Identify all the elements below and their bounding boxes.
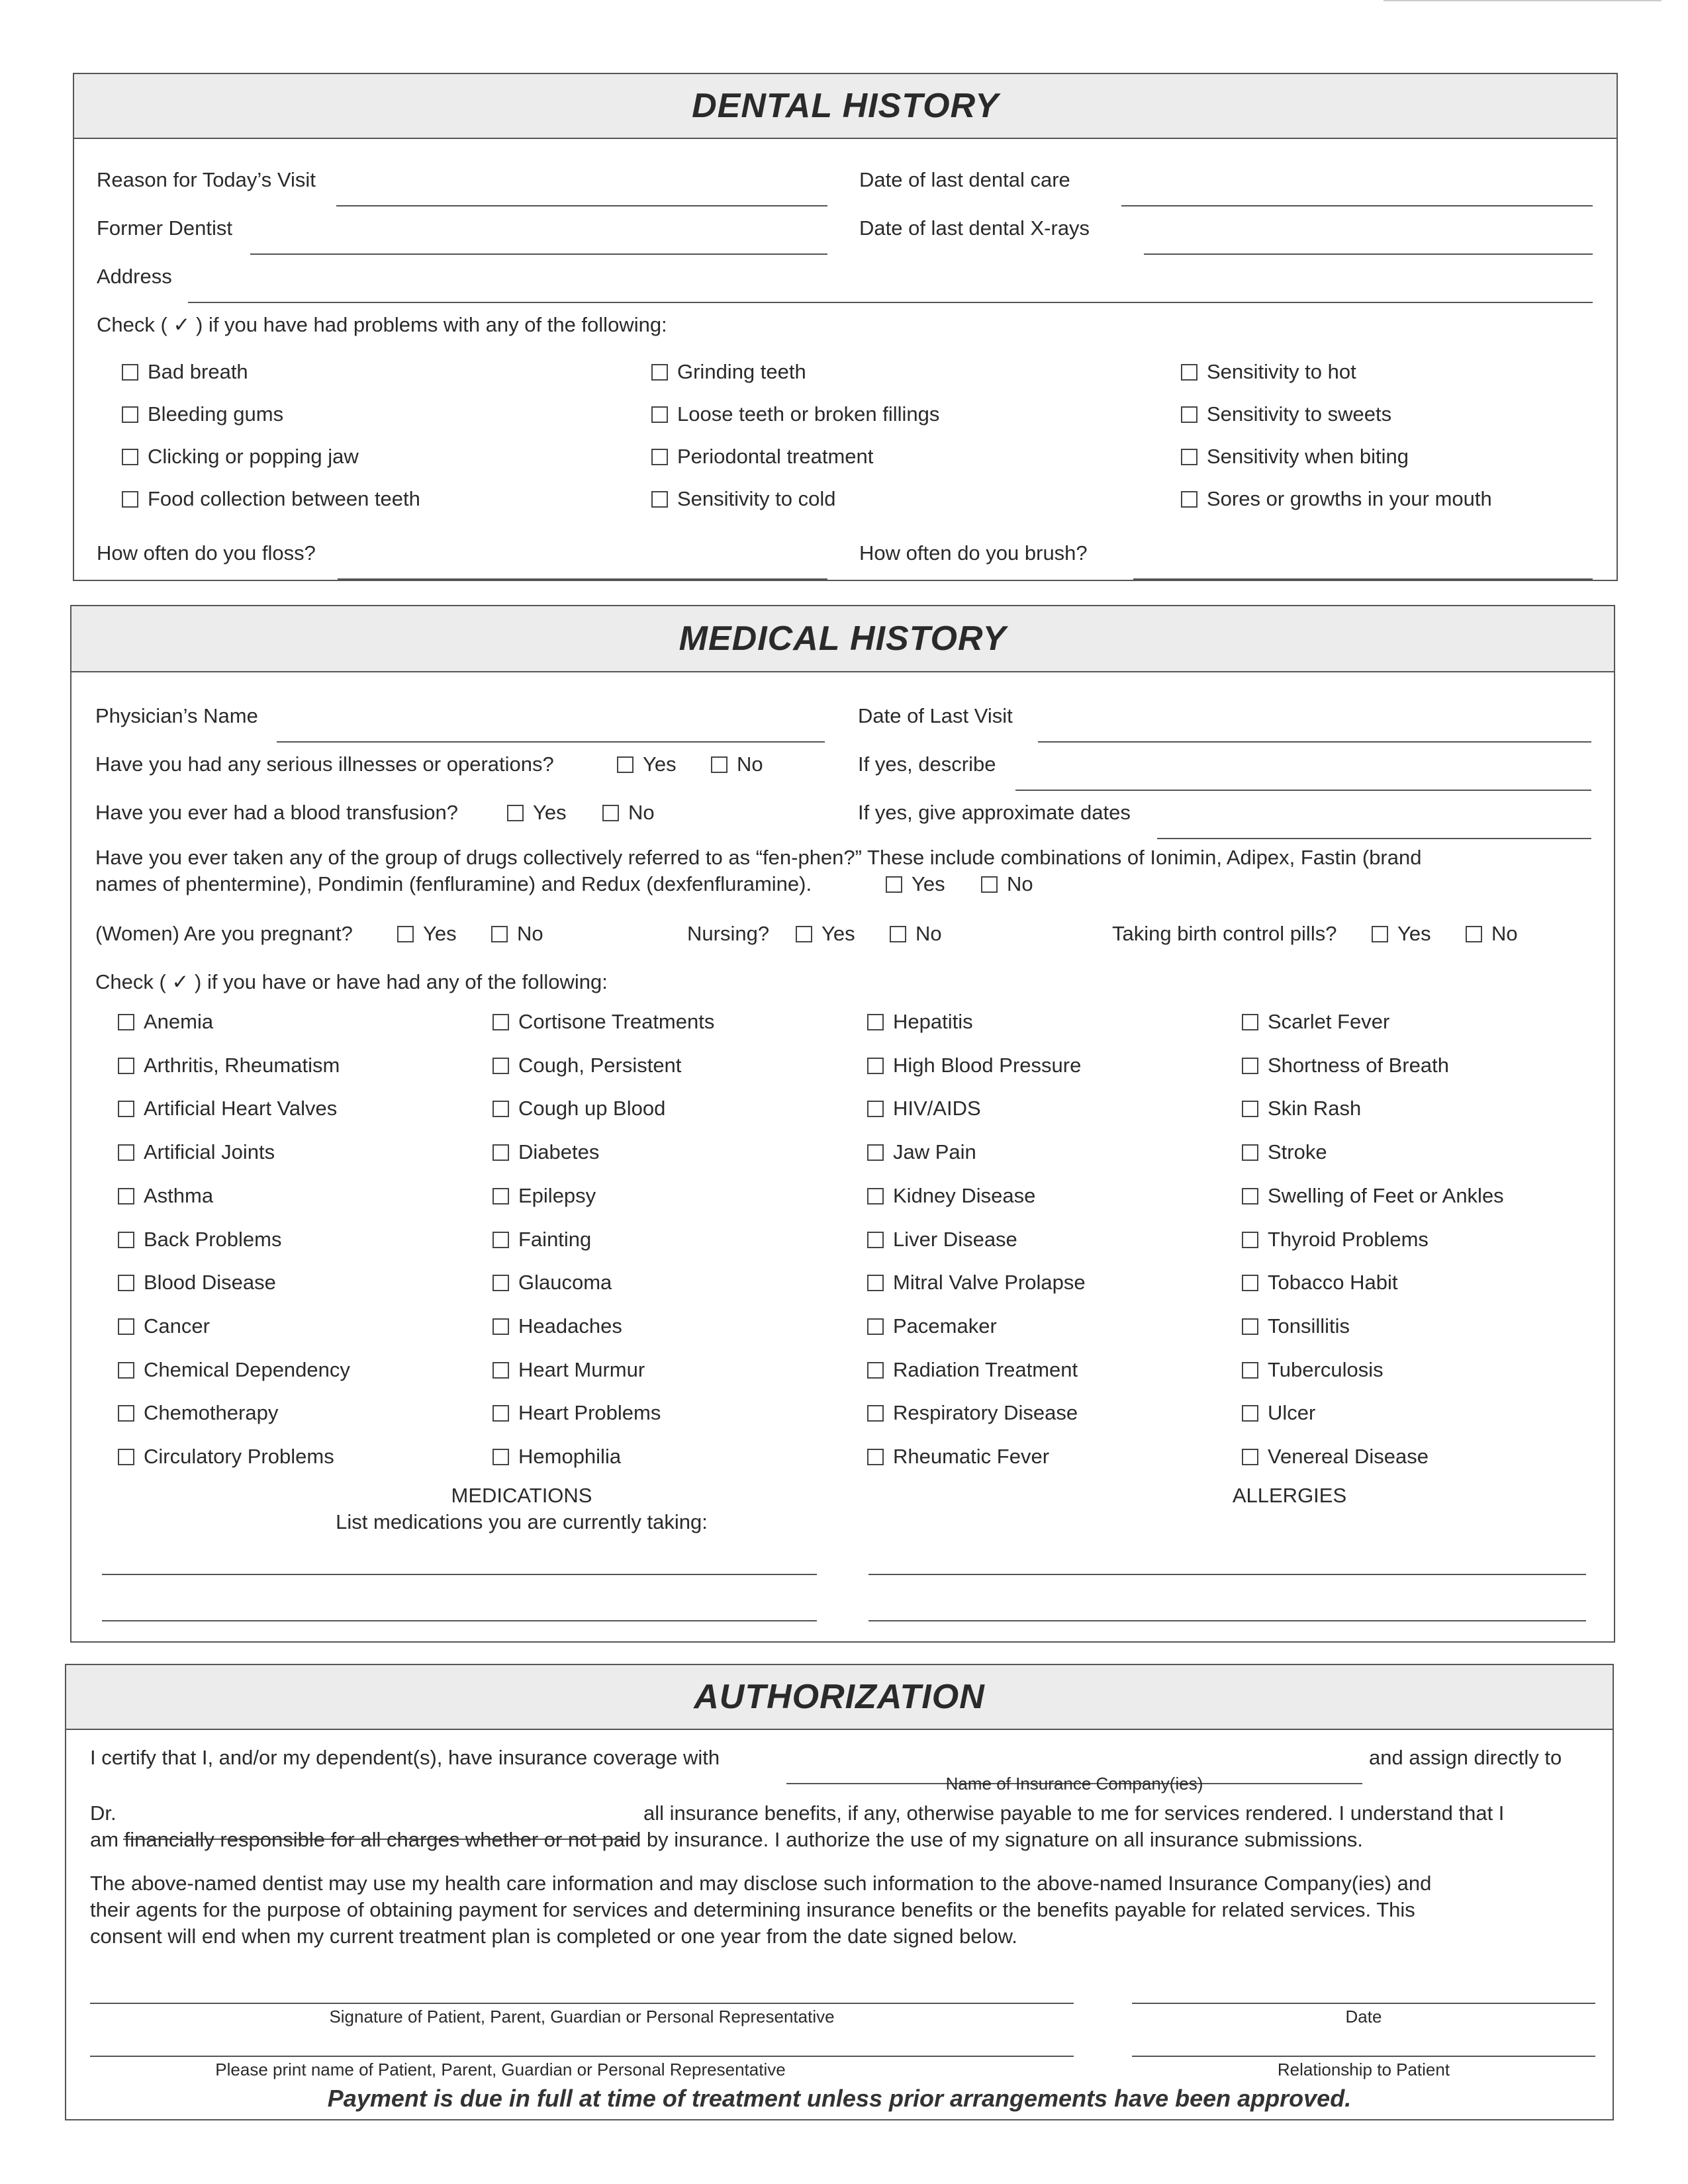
physician-label: Physician’s Name xyxy=(95,704,258,727)
checkbox-box[interactable] xyxy=(492,1058,509,1074)
checkbox-box[interactable] xyxy=(118,1362,134,1379)
signature-input[interactable] xyxy=(90,1987,1074,2004)
dental-history-section xyxy=(73,73,1618,581)
condition-label: Chemical Dependency xyxy=(144,1358,350,1381)
condition-label: Pacemaker xyxy=(893,1314,997,1338)
checkbox-box[interactable] xyxy=(867,1058,884,1074)
checkbox-box[interactable] xyxy=(1242,1275,1258,1291)
allergies-title: ALLERGIES xyxy=(1232,1484,1347,1507)
condition-checkbox-tonsillitis[interactable] xyxy=(1242,1313,1350,1340)
condition-label: Heart Murmur xyxy=(518,1358,645,1381)
dr-label: Dr. xyxy=(90,1801,117,1825)
condition-checkbox-jaw-pain[interactable] xyxy=(867,1139,976,1165)
checkbox-box[interactable] xyxy=(651,364,668,381)
checkbox-box[interactable] xyxy=(1242,1058,1258,1074)
checkbox-box[interactable] xyxy=(1181,364,1197,381)
checkbox-box[interactable] xyxy=(1242,1188,1258,1205)
checkbox-periodontal[interactable]: Periodontal treatment xyxy=(651,443,873,470)
authorization-section xyxy=(65,1664,1614,2120)
last-dental-care-input[interactable] xyxy=(1121,189,1593,206)
condition-label: Fainting xyxy=(518,1228,592,1251)
condition-checkbox-venereal-disease[interactable] xyxy=(1242,1443,1429,1470)
condition-label: Thyroid Problems xyxy=(1268,1228,1429,1251)
checkbox-box[interactable] xyxy=(1181,449,1197,465)
checkbox-box[interactable] xyxy=(1242,1144,1258,1161)
fenphen-no-checkbox[interactable]: No xyxy=(981,871,1033,897)
brush-input[interactable] xyxy=(1133,563,1593,580)
condition-label: Tonsillitis xyxy=(1268,1314,1350,1338)
condition-checkbox-fainting[interactable] xyxy=(492,1226,591,1253)
checkbox-box[interactable] xyxy=(492,1449,509,1465)
condition-checkbox-asthma[interactable] xyxy=(118,1183,213,1209)
checkbox-clicking-jaw[interactable]: Clicking or popping jaw xyxy=(122,443,359,470)
condition-checkbox-scarlet-fever[interactable] xyxy=(1242,1009,1389,1035)
checkbox-box[interactable] xyxy=(867,1014,884,1030)
floss-input[interactable] xyxy=(338,563,827,580)
checkbox-sensitivity-hot[interactable]: Sensitivity to hot xyxy=(1181,359,1356,385)
checkbox-box[interactable] xyxy=(492,1014,509,1030)
medical-history-section xyxy=(70,605,1615,1643)
allergies-line-2[interactable] xyxy=(868,1604,1586,1621)
checkbox-box[interactable] xyxy=(1181,491,1197,508)
checkbox-box[interactable] xyxy=(492,1232,509,1248)
checkbox-box[interactable] xyxy=(1242,1232,1258,1248)
condition-checkbox-cough-persistent[interactable] xyxy=(492,1052,681,1079)
checkbox-box[interactable] xyxy=(118,1188,134,1205)
condition-checkbox-high-blood-pressure[interactable] xyxy=(867,1052,1081,1079)
checkbox-box[interactable] xyxy=(867,1318,884,1335)
condition-label: Respiratory Disease xyxy=(893,1401,1078,1424)
medical-history-title: MEDICAL HISTORY xyxy=(71,606,1614,672)
pregnant-question: (Women) Are you pregnant? xyxy=(95,922,353,945)
condition-checkbox-rheumatic-fever[interactable] xyxy=(867,1443,1049,1470)
condition-checkbox-artificial-heart-valves[interactable] xyxy=(118,1095,337,1122)
checkbox-box[interactable] xyxy=(1242,1405,1258,1422)
nursing-question: Nursing? xyxy=(687,922,770,945)
condition-label: Cough up Blood xyxy=(518,1097,666,1120)
condition-checkbox-stroke[interactable] xyxy=(1242,1139,1327,1165)
checkbox-box[interactable] xyxy=(867,1405,884,1422)
birth-control-yes-checkbox[interactable]: Yes xyxy=(1372,921,1431,947)
condition-checkbox-thyroid-problems[interactable] xyxy=(1242,1226,1429,1253)
checkbox-box[interactable] xyxy=(118,1144,134,1161)
condition-checkbox-chemotherapy[interactable] xyxy=(118,1400,278,1426)
checkbox-box[interactable] xyxy=(492,1405,509,1422)
condition-label: Radiation Treatment xyxy=(893,1358,1078,1381)
consent-paragraph: The above-named dentist may use my health care information and may disclose such information to the above-named Insurance Company(ies) and their agents for the purpose of obtaining payment for services and determining insurance benefits or the benefits payable for related services. This consent will end when my current treatment plan is completed or one year from the date signed below. xyxy=(90,1872,1432,1948)
checkbox-box[interactable] xyxy=(1242,1014,1258,1030)
condition-label: Scarlet Fever xyxy=(1268,1010,1390,1033)
checkbox-box[interactable] xyxy=(492,1362,509,1379)
checkbox-box[interactable] xyxy=(867,1188,884,1205)
allergies-line-1[interactable] xyxy=(868,1558,1586,1575)
checkbox-box[interactable] xyxy=(492,1318,509,1335)
checkbox-box[interactable] xyxy=(118,1232,134,1248)
checkbox-box[interactable] xyxy=(651,491,668,508)
condition-checkbox-cancer[interactable] xyxy=(118,1313,210,1340)
signature-caption: Signature of Patient, Parent, Guardian or Personal Representative xyxy=(329,2007,835,2026)
checkbox-box[interactable] xyxy=(118,1058,134,1074)
checkbox-box[interactable] xyxy=(867,1101,884,1117)
former-dentist-input[interactable] xyxy=(250,238,827,255)
condition-label: Cough, Persistent xyxy=(518,1054,682,1077)
checkbox-box[interactable] xyxy=(1242,1362,1258,1379)
print-name-input[interactable] xyxy=(90,2040,1074,2057)
condition-label: Heart Problems xyxy=(518,1401,661,1424)
checkbox-sensitivity-biting[interactable]: Sensitivity when biting xyxy=(1181,443,1409,470)
checkbox-box[interactable] xyxy=(118,1275,134,1291)
relationship-caption: Relationship to Patient xyxy=(1277,2060,1450,2079)
condition-label: Hemophilia xyxy=(518,1445,622,1468)
condition-checkbox-hepatitis[interactable] xyxy=(867,1009,973,1035)
condition-checkbox-pacemaker[interactable] xyxy=(867,1313,997,1340)
checkbox-box[interactable] xyxy=(867,1144,884,1161)
illness-no-checkbox[interactable]: No xyxy=(711,751,763,778)
condition-checkbox-blood-disease[interactable] xyxy=(118,1269,276,1296)
checkbox-box[interactable] xyxy=(1242,1101,1258,1117)
condition-checkbox-circulatory-problems[interactable] xyxy=(118,1443,334,1470)
condition-label: Skin Rash xyxy=(1268,1097,1362,1120)
last-xrays-input[interactable] xyxy=(1144,238,1593,255)
condition-label: Diabetes xyxy=(518,1140,600,1163)
dental-history-title: DENTAL HISTORY xyxy=(74,74,1617,139)
reason-label: Reason for Today’s Visit xyxy=(97,168,316,191)
nursing-yes-checkbox[interactable]: Yes xyxy=(796,921,855,947)
dental-check-prompt: Check ( ✓ ) if you have had problems with any of the following: xyxy=(97,313,667,336)
checkbox-box[interactable] xyxy=(867,1362,884,1379)
nursing-no-checkbox[interactable]: No xyxy=(890,921,942,947)
transfusion-dates-label: If yes, give approximate dates xyxy=(858,801,1131,824)
condition-label: HIV/AIDS xyxy=(893,1097,981,1120)
fenphen-yes-checkbox[interactable]: Yes xyxy=(886,871,945,897)
pregnant-yes-checkbox[interactable]: Yes xyxy=(397,921,457,947)
last-dental-care-label: Date of last dental care xyxy=(859,168,1070,191)
condition-checkbox-skin-rash[interactable] xyxy=(1242,1095,1361,1122)
condition-label: Anemia xyxy=(144,1010,214,1033)
medications-title: MEDICATIONS xyxy=(451,1484,592,1507)
checkbox-loose-teeth[interactable]: Loose teeth or broken fillings xyxy=(651,401,939,428)
checkbox-sores-growths[interactable]: Sores or growths in your mouth xyxy=(1181,486,1492,512)
last-xrays-label: Date of last dental X-rays xyxy=(859,216,1090,240)
condition-label: Tuberculosis xyxy=(1268,1358,1383,1381)
condition-checkbox-diabetes[interactable] xyxy=(492,1139,599,1165)
condition-checkbox-arthritis-rheumatism[interactable] xyxy=(118,1052,340,1079)
certify-text: I certify that I, and/or my dependent(s), have insurance coverage with xyxy=(90,1746,720,1769)
checkbox-box[interactable] xyxy=(118,1014,134,1030)
checkbox-box[interactable] xyxy=(492,1144,509,1161)
condition-label: Glaucoma xyxy=(518,1271,612,1294)
checkbox-box[interactable] xyxy=(867,1232,884,1248)
condition-label: Epilepsy xyxy=(518,1184,596,1207)
condition-label: High Blood Pressure xyxy=(893,1054,1082,1077)
checkbox-box[interactable] xyxy=(867,1449,884,1465)
illness-describe-label: If yes, describe xyxy=(858,752,996,776)
condition-label: Venereal Disease xyxy=(1268,1445,1429,1468)
medications-subtitle: List medications you are currently taking: xyxy=(336,1510,708,1533)
condition-checkbox-back-problems[interactable] xyxy=(118,1226,281,1253)
checkbox-box[interactable] xyxy=(118,1405,134,1422)
condition-label: Blood Disease xyxy=(144,1271,276,1294)
checkbox-box[interactable] xyxy=(492,1188,509,1205)
condition-label: Cancer xyxy=(144,1314,210,1338)
condition-checkbox-glaucoma[interactable] xyxy=(492,1269,612,1296)
medications-line-1[interactable] xyxy=(102,1558,817,1575)
birth-control-no-checkbox[interactable]: No xyxy=(1466,921,1518,947)
condition-label: Arthritis, Rheumatism xyxy=(144,1054,340,1077)
condition-checkbox-mitral-valve-prolapse[interactable] xyxy=(867,1269,1086,1296)
former-dentist-label: Former Dentist xyxy=(97,216,232,240)
condition-label: Rheumatic Fever xyxy=(893,1445,1050,1468)
condition-checkbox-epilepsy[interactable] xyxy=(492,1183,596,1209)
checkbox-box[interactable] xyxy=(1242,1318,1258,1335)
checkbox-bleeding-gums[interactable]: Bleeding gums xyxy=(122,401,283,428)
checkbox-sensitivity-cold[interactable]: Sensitivity to cold xyxy=(651,486,836,512)
checkbox-box[interactable] xyxy=(651,406,668,423)
checkbox-food-collection[interactable]: Food collection between teeth xyxy=(122,486,420,512)
checkbox-sensitivity-sweets[interactable]: Sensitivity to sweets xyxy=(1181,401,1391,428)
condition-label: Swelling of Feet or Ankles xyxy=(1268,1184,1504,1207)
condition-checkbox-heart-murmur[interactable] xyxy=(492,1357,645,1383)
checkbox-box[interactable] xyxy=(118,1449,134,1465)
authorization-title: AUTHORIZATION xyxy=(66,1665,1613,1730)
benefits-text: all insurance benefits, if any, otherwise payable to me for services rendered. I understand that I xyxy=(643,1801,1505,1825)
condition-label: Liver Disease xyxy=(893,1228,1017,1251)
relationship-input[interactable] xyxy=(1132,2040,1595,2057)
condition-checkbox-hemophilia[interactable] xyxy=(492,1443,621,1470)
reason-input[interactable] xyxy=(336,189,827,206)
checkbox-box[interactable] xyxy=(651,449,668,465)
address-label: Address xyxy=(97,265,172,288)
condition-checkbox-respiratory-disease[interactable] xyxy=(867,1400,1078,1426)
condition-label: Ulcer xyxy=(1268,1401,1316,1424)
condition-label: Asthma xyxy=(144,1184,214,1207)
assign-text: and assign directly to xyxy=(1369,1746,1562,1769)
condition-label: Jaw Pain xyxy=(893,1140,976,1163)
condition-checkbox-radiation-treatment[interactable] xyxy=(867,1357,1078,1383)
condition-checkbox-tuberculosis[interactable] xyxy=(1242,1357,1383,1383)
condition-label: Kidney Disease xyxy=(893,1184,1036,1207)
checkbox-box[interactable] xyxy=(122,449,138,465)
fenphen-question: Have you ever taken any of the group of drugs collectively referred to as “fen-phen?” These include combinations of Ionimin, Adipex, Fastin (brand names of phentermine), Pondimin (fenfluramine) and Redux (dexfenfluramine). Yes No xyxy=(95,844,1598,897)
condition-label: Headaches xyxy=(518,1314,622,1338)
checkbox-box[interactable] xyxy=(492,1275,509,1291)
condition-label: Back Problems xyxy=(144,1228,282,1251)
checkbox-box[interactable] xyxy=(118,1318,134,1335)
condition-checkbox-hiv-aids[interactable] xyxy=(867,1095,981,1122)
checkbox-box[interactable] xyxy=(492,1101,509,1117)
address-input[interactable] xyxy=(188,286,1593,303)
condition-checkbox-shortness-of-breath[interactable] xyxy=(1242,1052,1449,1079)
responsible-text: am financially responsible for all charges whether or not paid by insurance. I authorize the use of my signature on all insurance submissions. xyxy=(90,1828,1364,1851)
date-input[interactable] xyxy=(1132,1987,1595,2004)
illness-yes-checkbox[interactable]: Yes xyxy=(617,751,677,778)
condition-label: Artificial Heart Valves xyxy=(144,1097,338,1120)
condition-label: Artificial Joints xyxy=(144,1140,275,1163)
condition-checkbox-kidney-disease[interactable] xyxy=(867,1183,1035,1209)
condition-label: Chemotherapy xyxy=(144,1401,279,1424)
checkbox-box[interactable] xyxy=(122,364,138,381)
last-visit-label: Date of Last Visit xyxy=(858,704,1013,727)
insurance-company-caption: Name of Insurance Company(ies) xyxy=(945,1774,1203,1794)
checkbox-box[interactable] xyxy=(122,491,138,508)
checkbox-box[interactable] xyxy=(1242,1449,1258,1465)
transfusion-yes-checkbox[interactable]: Yes xyxy=(507,799,567,826)
checkbox-bad-breath[interactable]: Bad breath xyxy=(122,359,248,385)
condition-label: Circulatory Problems xyxy=(144,1445,334,1468)
condition-checkbox-swelling-of-feet-or-ankles[interactable] xyxy=(1242,1183,1504,1209)
scan-edge-line xyxy=(1383,0,1662,1)
checkbox-box[interactable] xyxy=(122,406,138,423)
condition-checkbox-chemical-dependency[interactable] xyxy=(118,1357,350,1383)
condition-label: Stroke xyxy=(1268,1140,1327,1163)
checkbox-box[interactable] xyxy=(118,1101,134,1117)
condition-checkbox-anemia[interactable] xyxy=(118,1009,213,1035)
condition-checkbox-cough-up-blood[interactable] xyxy=(492,1095,665,1122)
condition-checkbox-ulcer[interactable] xyxy=(1242,1400,1315,1426)
condition-label: Shortness of Breath xyxy=(1268,1054,1449,1077)
floss-label: How often do you floss? xyxy=(97,541,316,565)
illness-question: Have you had any serious illnesses or operations? xyxy=(95,752,554,776)
condition-label: Mitral Valve Prolapse xyxy=(893,1271,1086,1294)
condition-checkbox-headaches[interactable] xyxy=(492,1313,622,1340)
checkbox-grinding-teeth[interactable]: Grinding teeth xyxy=(651,359,806,385)
checkbox-box[interactable] xyxy=(867,1275,884,1291)
condition-label: Cortisone Treatments xyxy=(518,1010,715,1033)
condition-checkbox-artificial-joints[interactable] xyxy=(118,1139,275,1165)
medications-line-2[interactable] xyxy=(102,1604,817,1621)
print-name-caption: Please print name of Patient, Parent, Guardian or Personal Representative xyxy=(215,2060,786,2079)
medical-check-prompt: Check ( ✓ ) if you have or have had any of the following: xyxy=(95,970,608,993)
pregnant-no-checkbox[interactable]: No xyxy=(491,921,543,947)
transfusion-question: Have you ever had a blood transfusion? xyxy=(95,801,459,824)
condition-label: Hepatitis xyxy=(893,1010,973,1033)
condition-checkbox-liver-disease[interactable] xyxy=(867,1226,1017,1253)
condition-checkbox-cortisone-treatments[interactable] xyxy=(492,1009,714,1035)
condition-checkbox-heart-problems[interactable] xyxy=(492,1400,661,1426)
brush-label: How often do you brush? xyxy=(859,541,1088,565)
condition-label: Tobacco Habit xyxy=(1268,1271,1398,1294)
checkbox-box[interactable] xyxy=(1181,406,1197,423)
transfusion-no-checkbox[interactable]: No xyxy=(602,799,655,826)
condition-checkbox-tobacco-habit[interactable] xyxy=(1242,1269,1397,1296)
payment-note: Payment is due in full at time of treatment unless prior arrangements have been approved. xyxy=(327,2085,1352,2112)
date-caption: Date xyxy=(1345,2007,1382,2026)
birth-control-question: Taking birth control pills? xyxy=(1112,922,1337,945)
